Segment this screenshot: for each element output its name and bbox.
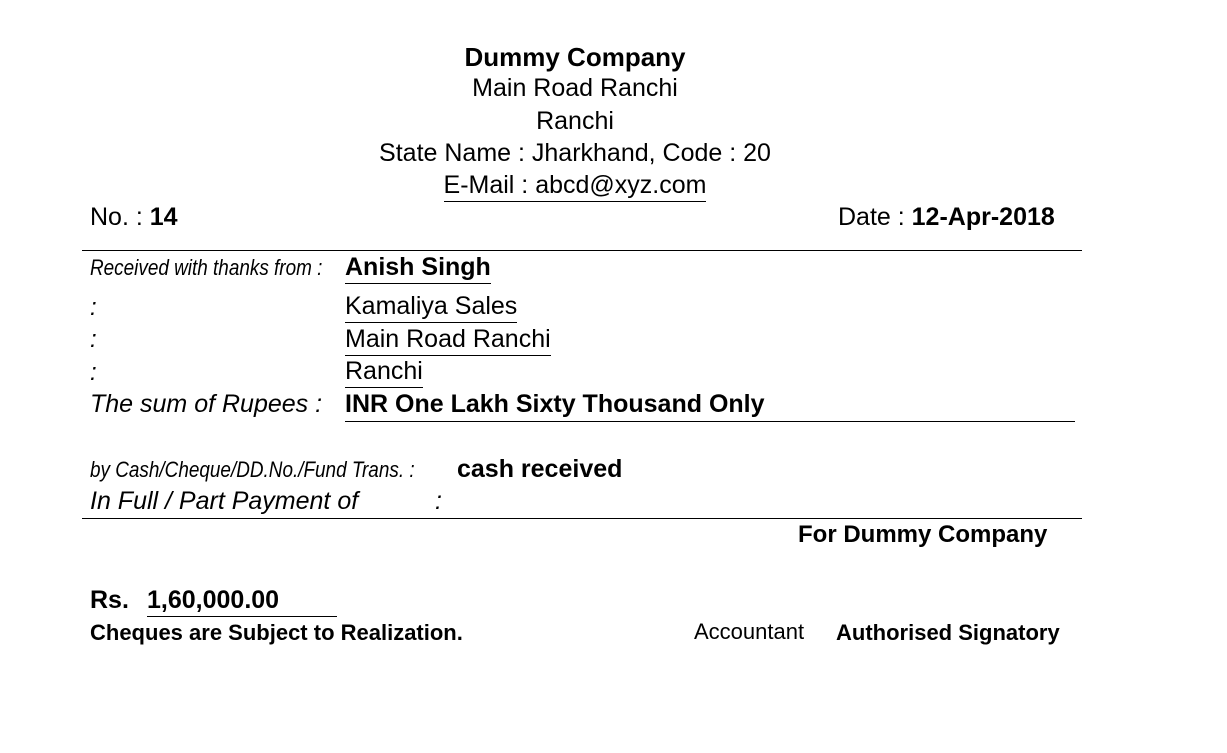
receipt-number-row xyxy=(90,203,178,232)
company-email-row xyxy=(0,171,1150,202)
cheque-realization-note: Cheques are Subject to Realization. xyxy=(90,620,463,645)
company-address-line2: Ranchi xyxy=(536,107,614,135)
address-colon: : xyxy=(90,294,97,321)
accountant-label: Accountant xyxy=(694,619,805,644)
payment-mode-label: by Cash/Cheque/DD.No./Fund Trans. : xyxy=(90,457,415,482)
part-payment-label: In Full / Part Payment of xyxy=(90,487,359,515)
sum-in-words: INR One Lakh Sixty Thousand Only xyxy=(345,390,1075,422)
receipt-date-row xyxy=(838,203,1055,232)
receipt-date-value: 12-Apr-2018 xyxy=(911,203,1055,231)
sum-label: The sum of Rupees : xyxy=(90,390,323,418)
receipt-number-value: 14 xyxy=(149,203,178,231)
receipt-date-label: Date : xyxy=(838,203,905,231)
payer-address-line: Ranchi xyxy=(345,357,423,388)
company-state: State Name : Jharkhand, Code : 20 xyxy=(379,139,771,167)
address-colon: : xyxy=(90,359,97,386)
payment-mode-value: cash received xyxy=(457,455,623,483)
payer-address-line: Main Road Ranchi xyxy=(345,325,551,356)
part-payment-colon: : xyxy=(435,487,442,515)
payer-name: Anish Singh xyxy=(345,253,491,284)
company-email: E-Mail : abcd@xyz.com xyxy=(444,171,707,202)
receipt-number-label: No. : xyxy=(90,203,143,231)
divider-bottom xyxy=(82,518,1082,519)
authorised-signatory-label: Authorised Signatory xyxy=(836,620,1060,645)
amount-figure: 1,60,000.00 xyxy=(147,586,337,617)
received-from-label: Received with thanks from : xyxy=(90,255,323,280)
divider-top xyxy=(82,250,1082,251)
company-address-line1: Main Road Ranchi xyxy=(472,74,678,102)
company-name: Dummy Company xyxy=(464,42,686,72)
address-colon: : xyxy=(90,326,97,353)
payer-address-line: Kamaliya Sales xyxy=(345,292,517,323)
for-company-label: For Dummy Company xyxy=(798,521,1048,548)
amount-rs-label: Rs. xyxy=(90,586,129,614)
